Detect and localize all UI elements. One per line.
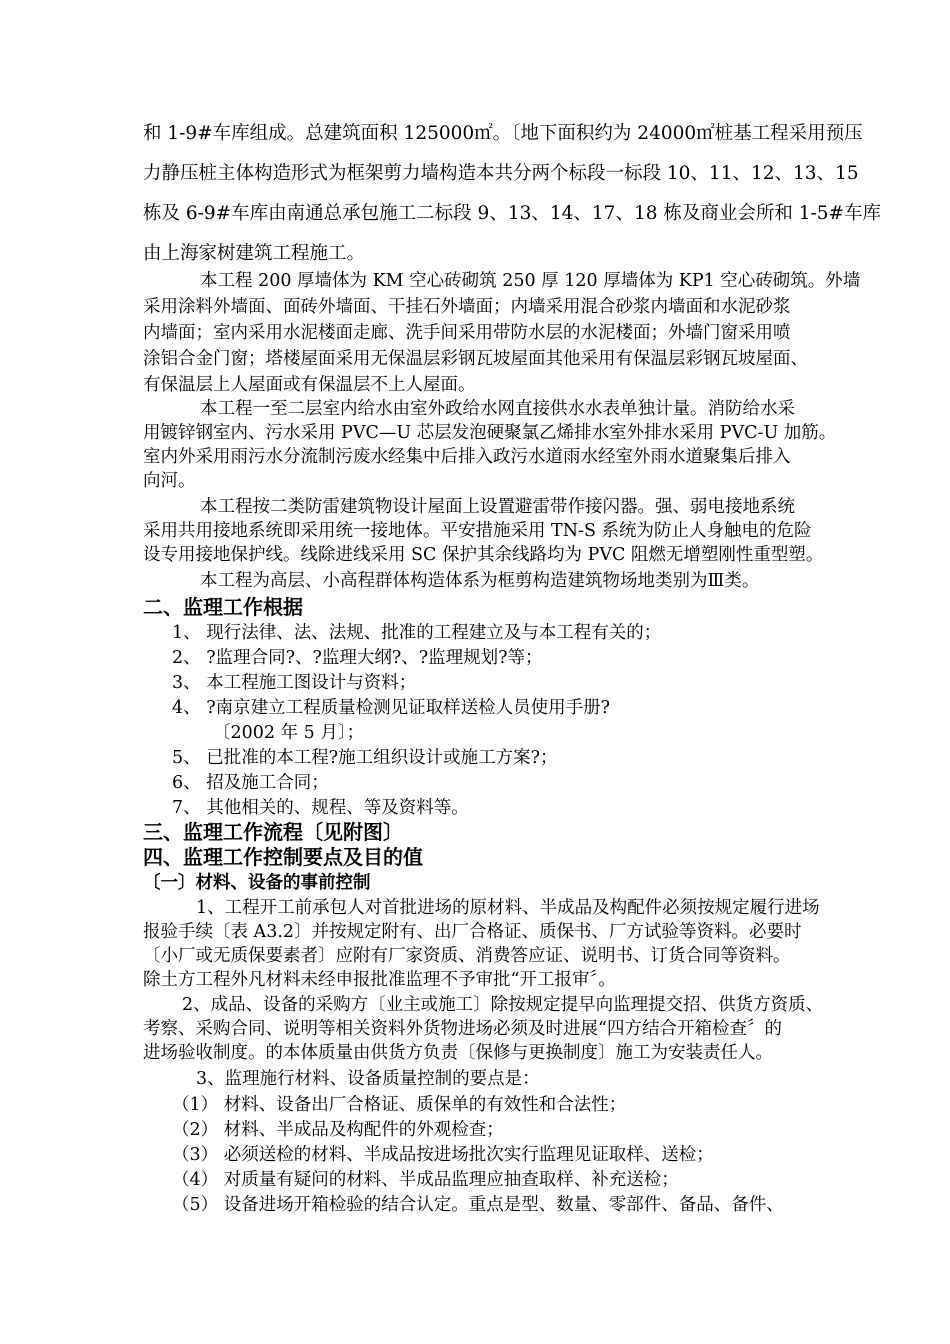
section4-point-4: （4） 对质量有疑问的材料、半成品监理应抽查取样、补充送检； (172, 1170, 679, 1190)
section2-heading: 二、监理工作根据 (143, 595, 303, 619)
section4-point-2: （2） 材料、半成品及构配件的外观检查； (172, 1120, 504, 1140)
para1-line-2: 采用涂料外墙面、面砖外墙面、干挂石外墙面；内墙采用混合砂浆内墙面和水泥砂浆 (143, 297, 791, 317)
intro-line-1: 和 1-9#车库组成。总建筑面积 125000㎡。〔地下面积约为 24000㎡桩基工程采用预压 (143, 123, 863, 144)
section4-p2-line-1: 2、成品、设备的采购方〔业主或施工〕除按规定提早向监理提交招、供货方资质、 (182, 995, 824, 1015)
para1-line-5: 有保温层上人屋面或有保温层不上人屋面。 (143, 375, 476, 395)
section4-point-3: （3） 必须送检的材料、半成品按进场批次实行监理见证取样、送检； (172, 1145, 714, 1165)
section2-item-2: 2、 ?监理合同?、?监理大纲?、?监理规划?等； (172, 648, 543, 668)
section4-p1-line-1: 1、工程开工前承包人对首批进场的原材料、半成品及构配件必须按规定履行进场 (196, 898, 820, 918)
intro-line-3: 栋及 6-9#车库由南通总承包施工二标段 9、13、14、17、18 栋及商业会所和 1-5#车库 (143, 203, 882, 224)
section2-item-5: 5、 已批准的本工程?施工组织设计或施工方案?； (172, 748, 558, 768)
para2-line-2: 用镀锌钢室内、污水采用 PVC—U 芯层发泡硬聚氯乙烯排水室外排水采用 PVC-U 加筋。 (143, 423, 837, 443)
para2-line-3: 室内外采用雨污水分流制污废水经集中后排入政污水道雨水经室外雨水道聚集后排入 (143, 447, 791, 467)
section4-p1-line-2: 报验手续〔表 A3.2〕并按规定附有、出厂合格证、质保书、厂方试验等资料。必要时 (143, 922, 802, 942)
section2-item-4-cont: 〔2002 年 5 月〕； (213, 723, 365, 743)
intro-line-2: 力静压桩主体构造形式为框架剪力墙构造本共分两个标段一标段 10、11、12、13、15 (143, 163, 859, 184)
section4-point-1: （1） 材料、设备出厂合格证、质保单的有效性和合法性； (172, 1095, 627, 1115)
section2-item-7: 7、 其他相关的、规程、等及资料等。 (172, 798, 469, 818)
para2-line-4: 向河。 (143, 471, 196, 491)
para1-line-3: 内墙面；室内采用水泥楼面走廊、洗手间采用带防水层的水泥楼面；外墙门窗采用喷 (143, 323, 791, 343)
para3-line-3: 设专用接地保护线。线除进线采用 SC 保护其余线路均为 PVC 阻燃无增塑刚性重型塑。 (143, 545, 824, 565)
section4-point-5: （5） 设备进场开箱检验的结合认定。重点是型、数量、零部件、备品、备件、 (172, 1195, 784, 1215)
section3-heading: 三、监理工作流程〔见附图〕 (143, 820, 403, 844)
section4-p2-line-2: 考察、采购合同、说明等相关资料外货物进场必须及时进展“四方结合开箱检查〞的 (143, 1019, 782, 1039)
section4-p1-line-4: 除土方工程外凡材料未经申报批准监理不予审批“开工报审〞。 (143, 970, 616, 990)
section2-item-4: 4、 ?南京建立工程质量检测见证取样送检人员使用手册? (172, 698, 610, 718)
para1-line-4: 涂铝合金门窗；塔楼屋面采用无保温层彩钢瓦坡屋面其他采用有保温层彩钢瓦坡屋面、 (143, 349, 808, 369)
para1-line-1: 本工程 200 厚墙体为 KM 空心砖砌筑 250 厚 120 厚墙体为 KP1 空心砖砌筑。外墙 (200, 271, 861, 291)
section4-p3: 3、监理施行材料、设备质量控制的要点是： (196, 1069, 540, 1089)
para3-line-2: 采用共用接地系统即采用统一接地体。平安措施采用 TN-S 系统为防止人身触电的危险 (143, 521, 812, 541)
section2-item-6: 6、 招及施工合同； (172, 773, 329, 793)
para2-line-1: 本工程一至二层室内给水由室外政给水网直接供水水表单独计量。消防给水采 (200, 399, 795, 419)
section2-item-3: 3、 本工程施工图设计与资料； (172, 673, 417, 693)
section4-p1-line-3: 〔小厂或无质保要素者〕应附有厂家资质、消费答应证、说明书、订货合同等资料。 (143, 946, 791, 966)
para4-line-1: 本工程为高层、小高程群体构造体系为框剪构造建筑物场地类别为Ⅲ类。 (200, 571, 760, 591)
section2-item-1: 1、 现行法律、法、法规、批准的工程建立及与本工程有关的； (172, 623, 662, 643)
intro-line-4: 由上海家树建筑工程施工。 (143, 243, 366, 264)
section4-subheading: 〔一〕材料、设备的事前控制 (143, 873, 371, 893)
para3-line-1: 本工程按二类防雷建筑物设计屋面上设置避雷带作接闪器。强、弱电接地系统 (200, 497, 795, 517)
section4-heading: 四、监理工作控制要点及目的值 (143, 845, 423, 869)
section4-p2-line-3: 进场验收制度。的本体质量由供货方负责〔保修与更换制度〕施工为安装责任人。 (143, 1043, 773, 1063)
